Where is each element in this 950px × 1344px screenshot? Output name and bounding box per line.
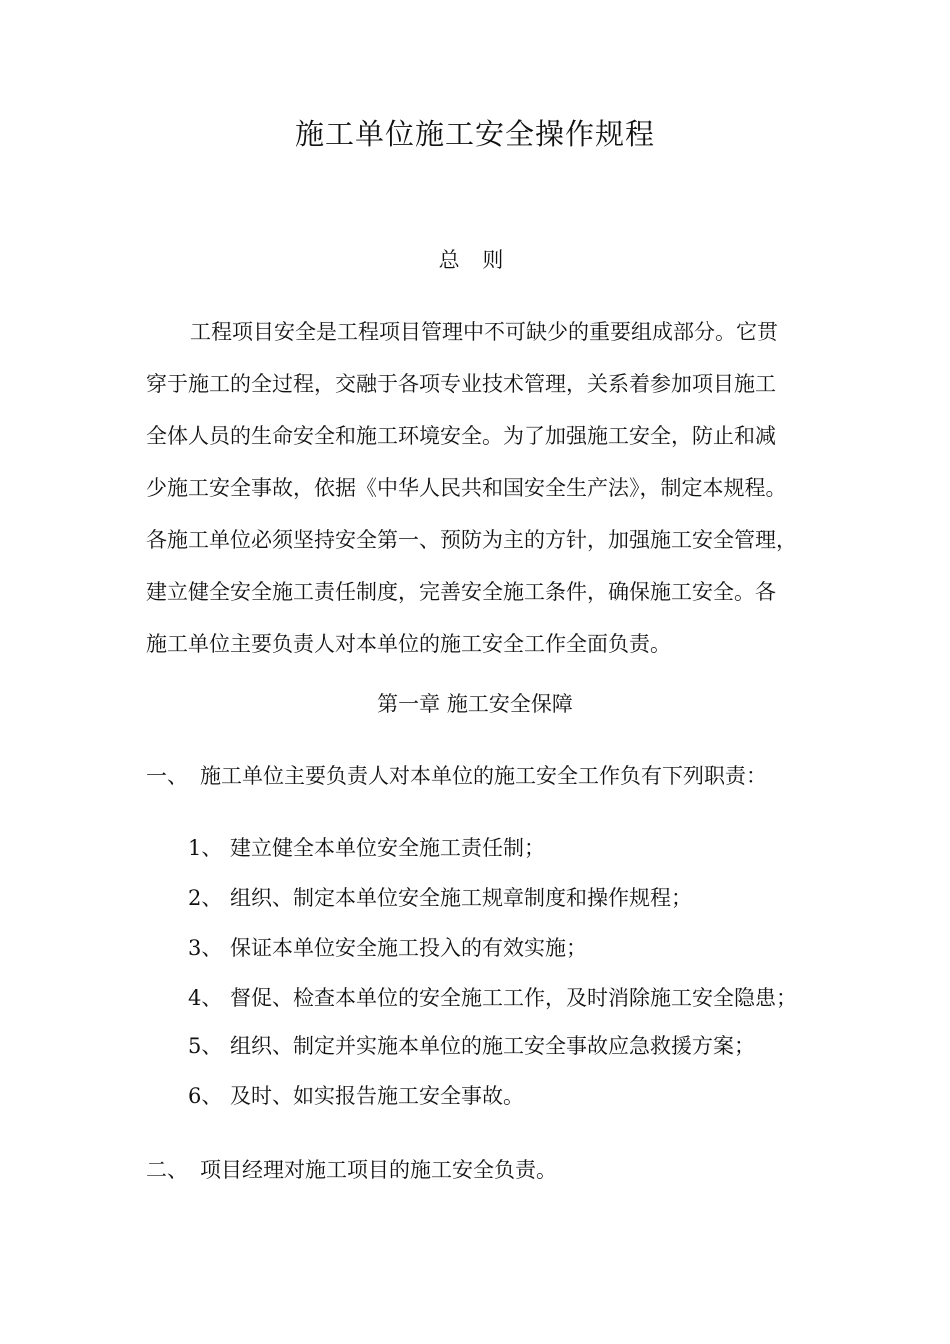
chapter-one-heading: 第一章 施工安全保障: [377, 692, 573, 716]
duty-number: 5、: [188, 1034, 223, 1058]
duty-item: [188, 982, 828, 1012]
duty-text: 督促、检查本单位的安全施工工作，及时消除施工安全隐患；: [230, 986, 797, 1010]
duty-text: 组织、制定并实施本单位的施工安全事故应急救援方案；: [230, 1034, 755, 1058]
duty-text: 建立健全本单位安全施工责任制；: [230, 836, 545, 860]
duty-item: [188, 882, 828, 912]
document-title: 施工单位施工安全操作规程: [294, 117, 655, 151]
intro-line: 工程项目安全是工程项目管理中不可缺少的重要组成部分。它贯: [190, 320, 778, 344]
duty-item: [188, 832, 828, 862]
duty-number: 3、: [188, 936, 223, 960]
duty-item: [188, 1030, 828, 1060]
duty-text: 保证本单位安全施工投入的有效实施；: [230, 936, 587, 960]
duty-text: 组织、制定本单位安全施工规章制度和操作规程；: [230, 886, 692, 910]
section-two-heading: [146, 1154, 826, 1184]
section-text: 施工单位主要负责人对本单位的施工安全工作负有下列职责：: [200, 764, 767, 788]
intro-line: 少施工安全事故，依据《中华人民共和国安全生产法》，制定本规程。: [146, 476, 787, 500]
duty-number: 6、: [188, 1084, 223, 1108]
intro-line: 建立健全安全施工责任制度，完善安全施工条件，确保施工安全。各: [146, 580, 776, 604]
intro-line: 各施工单位必须坚持安全第一、预防为主的方针，加强施工安全管理，: [146, 528, 797, 552]
intro-line: 穿于施工的全过程，交融于各项专业技术管理，关系着参加项目施工: [146, 372, 776, 396]
duty-text: 及时、如实报告施工安全事故。: [230, 1084, 524, 1108]
general-provisions-heading: 总 则: [438, 248, 512, 272]
duty-number: 1、: [188, 836, 223, 860]
section-number: 一、: [146, 764, 188, 788]
duty-number: 4、: [188, 986, 223, 1010]
section-number: 二、: [146, 1158, 188, 1182]
duty-number: 2、: [188, 886, 223, 910]
intro-line: 施工单位主要负责人对本单位的施工安全工作全面负责。: [146, 632, 671, 656]
section-text: 项目经理对施工项目的施工安全负责。: [200, 1158, 557, 1182]
intro-line: 全体人员的生命安全和施工环境安全。为了加强施工安全，防止和减: [146, 424, 776, 448]
section-one-heading: [146, 760, 826, 790]
duty-item: [188, 1080, 828, 1110]
duty-item: [188, 932, 828, 962]
intro-paragraph: [146, 306, 806, 670]
